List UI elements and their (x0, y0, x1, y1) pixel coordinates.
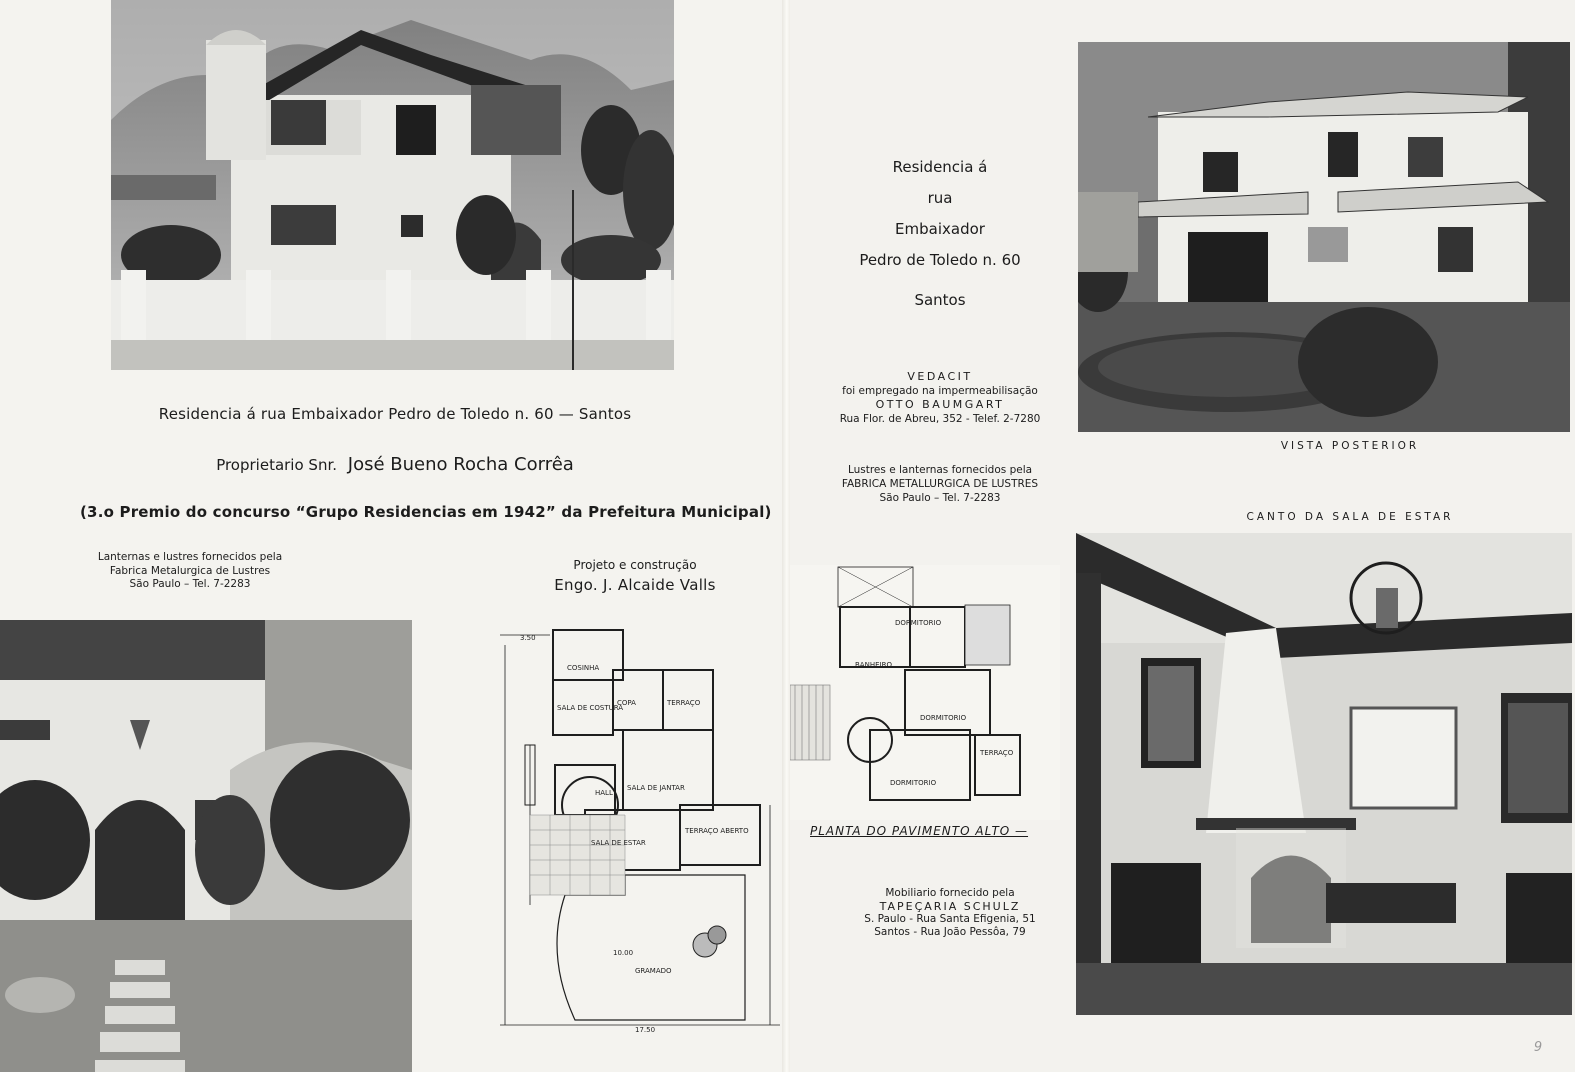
living-room-photo (1076, 533, 1572, 1015)
rear-view-photo (1078, 42, 1570, 432)
lamps-line-1: Lanternas e lustres fornecidos pela (97, 551, 283, 563)
plan-label-hall: HALL (595, 789, 613, 797)
upper-plan-dormitorio-3: DORMITORIO (890, 779, 937, 787)
engineer-name: Engo. J. Alcaide Valls (554, 576, 716, 594)
plan-label-terraco-aberto: TERRAÇO ABERTO (685, 827, 749, 835)
vedacit-line-2: foi empregado na impermeabilisação (842, 385, 1038, 397)
plan-dim-side: 10.00 (613, 949, 634, 957)
vedacit-address: Rua Flor. de Abreu, 352 - Telef. 2-7280 (839, 413, 1041, 425)
title-city: Santos (914, 291, 966, 309)
upper-plan-dormitorio-1: DORMITORIO (895, 619, 942, 627)
owner-prefix: Proprietario Snr. (216, 456, 338, 474)
furniture-company: TAPEÇARIA SCHULZ (879, 900, 1021, 913)
vedacit-company: OTTO BAUMGART (875, 398, 1005, 411)
title-line-1: Residencia á (892, 158, 988, 176)
project-label: Projeto e construção (573, 558, 697, 572)
plan-label-gramado: GRAMADO (635, 967, 672, 975)
upper-plan-dormitorio-2: DORMITORIO (920, 714, 967, 722)
furniture-line-3: S. Paulo - Rua Santa Efigenia, 51 (864, 913, 1036, 925)
lustres-line-2: FABRICA METALLURGICA DE LUSTRES (841, 478, 1039, 490)
plan-label-copa: COPA (617, 699, 636, 707)
title-line-2: rua (927, 189, 953, 207)
plan-label-terraco: TERRAÇO (667, 699, 701, 707)
lustres-line-1: Lustres e lanternas fornecidos pela (847, 464, 1033, 476)
furniture-line-4: Santos - Rua João Pessôa, 79 (874, 926, 1026, 938)
lamps-line-3: São Paulo – Tel. 7-2283 (129, 578, 251, 590)
caption-main: Residencia á rua Embaixador Pedro de Toledo n. 60 — Santos (158, 405, 632, 423)
upper-plan-terraco: TERRAÇO (980, 749, 1014, 757)
plan-dim-bottom: 17.50 (635, 1026, 656, 1034)
plan-label-cozinha: COSINHA (567, 664, 600, 672)
right-title-block (830, 152, 1050, 316)
upper-floor-plan (790, 565, 1060, 820)
lustres-line-3: São Paulo – Tel. 7-2283 (879, 492, 1001, 504)
plan-dim-top: 3.50 (520, 634, 536, 642)
page-number: 9 (1533, 1040, 1543, 1055)
upper-plan-banheiro: BANHEIRO (855, 661, 892, 669)
caption-living-room: CANTO DA SALA DE ESTAR (1246, 511, 1454, 523)
caption-back-view: VISTA POSTERIOR (1280, 440, 1420, 452)
vedacit-brand: VEDACIT (907, 370, 973, 383)
title-line-4: Pedro de Toledo n. 60 (859, 251, 1021, 269)
plan-label-estar: SALA DE ESTAR (591, 839, 646, 847)
furniture-line-1: Mobiliario fornecido pela (885, 887, 1015, 899)
owner-name: José Bueno Rocha Corrêa (347, 454, 574, 475)
vedacit-credit (820, 370, 1060, 426)
plan-label-costura: SALA DE COSTURA (557, 704, 624, 712)
lamps-line-2: Fabrica Metalurgica de Lustres (109, 564, 271, 577)
title-line-3: Embaixador (895, 220, 985, 238)
furniture-credit (850, 887, 1050, 939)
upper-plan-title: PLANTA DO PAVIMENTO ALTO — (810, 824, 1029, 838)
plan-label-jantar: SALA DE JANTAR (627, 784, 685, 792)
award-text: (3.o Premio do concurso “Grupo Residencias em 1942” da Prefeitura Municipal) (80, 503, 772, 521)
lustres-credit (820, 463, 1060, 505)
